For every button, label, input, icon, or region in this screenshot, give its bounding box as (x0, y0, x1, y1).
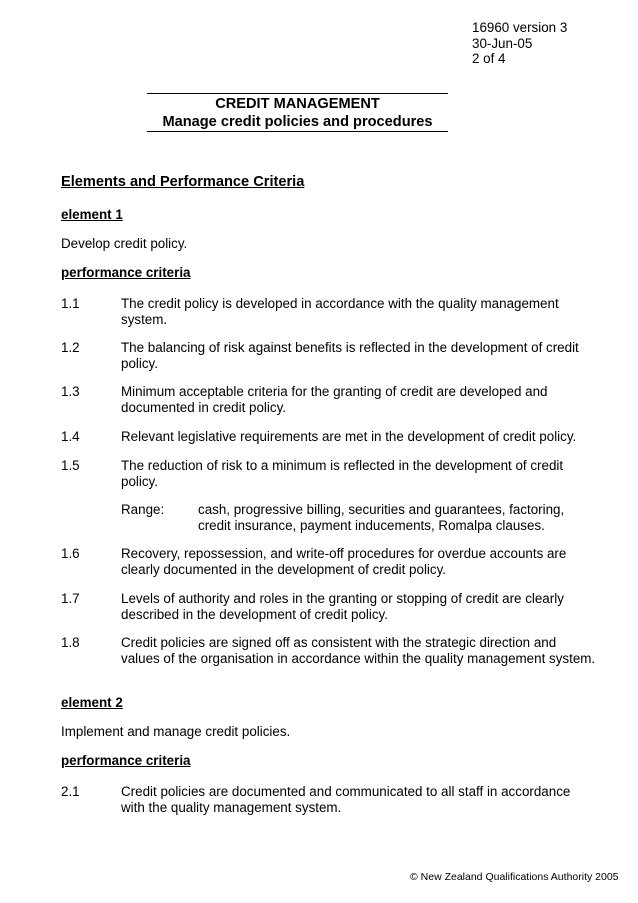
criterion-line: Levels of authority and roles in the granting or stopping of credit are clearly (121, 591, 564, 606)
criterion-number: 1.8 (61, 635, 80, 650)
criterion-text (121, 458, 591, 489)
range-label: Range: (121, 502, 165, 517)
criterion-text (121, 635, 596, 666)
range-line: credit insurance, payment inducements, Romalpa clauses. (198, 517, 545, 533)
criterion-number: 2.1 (61, 784, 80, 799)
copyright-footer: © New Zealand Qualifications Authority 2005 (410, 871, 619, 883)
criterion-text (121, 296, 591, 327)
criterion-number: 1.7 (61, 591, 80, 606)
criterion-line: Recovery, repossession, and write-off procedures for overdue accounts are (121, 546, 567, 561)
criterion-line: values of the organisation in accordance within the quality management system. (121, 650, 596, 666)
criterion-text (121, 546, 591, 577)
criterion-number: 1.5 (61, 458, 80, 473)
element-1-heading: element 1 (61, 207, 123, 222)
criterion-text (121, 784, 591, 815)
criterion-line: Relevant legislative requirements are met in the development of credit policy. (121, 429, 577, 444)
criterion-line: clearly documented in the development of credit policy. (121, 561, 447, 577)
document-meta (472, 20, 567, 67)
criterion-line: The reduction of risk to a minimum is reflected in the development of credit (121, 458, 564, 473)
element-1-criteria-heading: performance criteria (61, 265, 191, 280)
page-number: 2 of 4 (472, 51, 506, 66)
criterion-text (121, 340, 591, 371)
criterion-line: with the quality management system. (121, 799, 342, 815)
criterion-number: 1.2 (61, 340, 80, 355)
criterion-line: The credit policy is developed in accordance with the quality management (121, 296, 559, 311)
criterion-text (121, 384, 591, 415)
section-heading: Elements and Performance Criteria (61, 174, 305, 190)
criterion-line: Credit policies are signed off as consistent with the strategic direction and (121, 635, 557, 650)
criterion-text (121, 591, 591, 622)
criterion-line: policy. (121, 473, 158, 489)
criterion-number: 1.6 (61, 546, 80, 561)
element-2-description: Implement and manage credit policies. (61, 724, 291, 739)
criterion-number: 1.1 (61, 296, 80, 311)
criterion-line: Credit policies are documented and communicated to all staff in accordance (121, 784, 571, 799)
criterion-line: system. (121, 311, 168, 327)
criterion-line: described in the development of credit policy. (121, 606, 388, 622)
element-2-criteria-heading: performance criteria (61, 753, 191, 768)
document-subtitle: Manage credit policies and procedures (162, 114, 433, 130)
criterion-number: 1.3 (61, 384, 80, 399)
criterion-line: policy. (121, 355, 158, 371)
criterion-text (121, 429, 591, 445)
range-text (198, 502, 564, 533)
criterion-line: documented in credit policy. (121, 399, 286, 415)
criterion-line: The balancing of risk against benefits is reflected in the development of credit (121, 340, 579, 355)
criterion-line: Minimum acceptable criteria for the granting of credit are developed and (121, 384, 548, 399)
element-1-description: Develop credit policy. (61, 236, 188, 251)
range-line: cash, progressive billing, securities and guarantees, factoring, (198, 502, 565, 517)
document-version: 16960 version 3 (472, 20, 568, 35)
document-title: CREDIT MANAGEMENT (215, 96, 380, 112)
title-block (147, 93, 448, 132)
criterion-number: 1.4 (61, 429, 80, 444)
document-date: 30-Jun-05 (472, 35, 533, 51)
element-2-heading: element 2 (61, 695, 123, 710)
